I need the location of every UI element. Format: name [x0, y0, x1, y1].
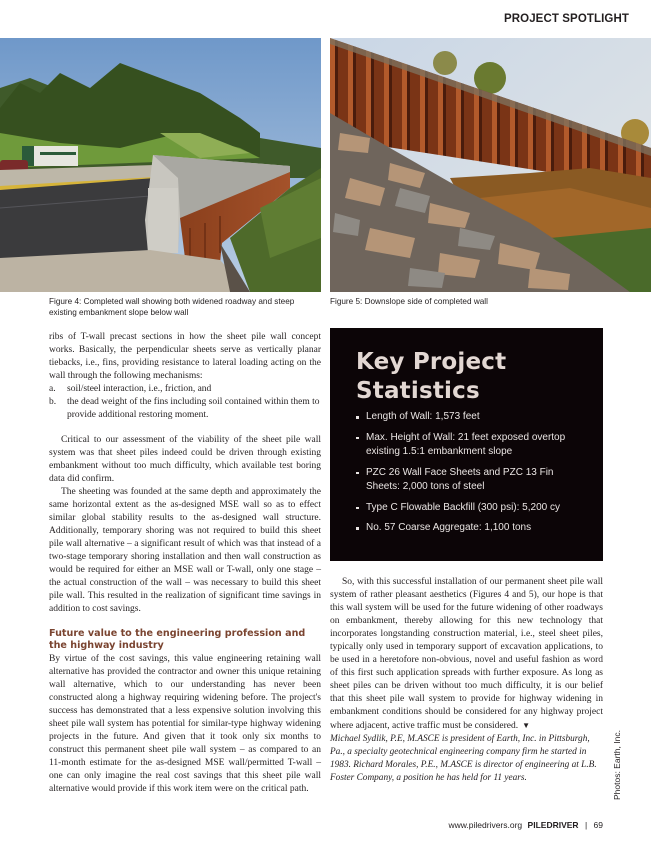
- stat-item: Length of Wall: 1,573 feet: [356, 410, 587, 425]
- subheading-future-value: Future value to the engineering profession and the highway industry: [49, 628, 306, 651]
- mechanism-text: the dead weight of the fins including soil contained within them to provide additional restoring moment.: [67, 397, 320, 420]
- left-column: [49, 331, 321, 796]
- mechanism-text: soil/steel interaction, i.e., friction, and: [67, 384, 212, 394]
- figure-4-caption: Figure 4: Completed wall showing both widened roadway and steep existing embankment slope below wall: [49, 297, 295, 317]
- mechanisms-list: [49, 383, 321, 422]
- stat-item: Max. Height of Wall: 21 feet exposed overtop existing 1.5:1 embankment slope: [356, 431, 587, 460]
- paragraph-conclusion: [330, 576, 603, 733]
- stats-title: Key Project Statistics: [356, 349, 507, 404]
- key-project-statistics-box: [330, 328, 603, 561]
- page-number: 69: [593, 820, 603, 830]
- section-label: PROJECT SPOTLIGHT: [503, 13, 629, 25]
- intro-paragraph: ribs of T-wall precast sections in how the sheet pile wall concept works. Basically, the perpendicular sheets serve as vertically planar tiebacks, i.e., fins, providing resistance to lateral loading acting on the wall through the following mechanisms:: [49, 332, 321, 381]
- paragraph-cost-savings: By virtue of the cost savings, this value engineering retaining wall alternative has provided the contractor and owner this unique retaining wall alternative, which to our understanding has never been constructed along a highway requiring widening before. The project's success has demonstrated that a less expensive solution involving this sheet pile wall system has potential for similar-type highway widening projects in the future. And given that it took only six months to construct this permanent sheet pile wall system – as compared to an 11-month estimate for the as-designed MSE wall/permitted T-wall – one can only imagine the real cost savings that this sheet pile wall alternative would provide if this work item were on the critical path.: [49, 654, 321, 794]
- page-footer: [448, 820, 603, 830]
- right-column: [330, 576, 603, 785]
- footer-publication: PILEDRIVER: [527, 820, 579, 830]
- stats-list: [356, 410, 587, 536]
- list-marker: a.: [49, 384, 56, 394]
- mechanism-item: [49, 383, 321, 396]
- stat-item: Type C Flowable Backfill (300 psi): 5,200 cy: [356, 501, 587, 516]
- stat-item: PZC 26 Wall Face Sheets and PZC 13 Fin Sheets: 2,000 tons of steel: [356, 466, 587, 495]
- footer-website: www.piledrivers.org: [448, 820, 523, 830]
- footer-separator: |: [584, 820, 588, 830]
- figure-4-photo: [0, 38, 321, 292]
- figure-5-caption: Figure 5: Downslope side of completed wall: [330, 297, 488, 306]
- author-bio: Michael Sydlik, P.E, M.ASCE is president of Earth, Inc. in Pittsburgh, Pa., a specialty geotechnical engineering company firm he started in 1983. Richard Morales, P.E., M.ASCE is director of engineering at L.B. Foster Company, a position he has held for 11 years.: [330, 734, 597, 783]
- conclusion-text: So, with this successful installation of our permanent sheet pile wall system of rather pleasant aesthetics (Figures 4 and 5), our hope is that this wall system will be used for the future widening of other roadways on embankment, thereby allowing for this new technology that incorporates longstanding construction material, i.e., steel sheet piles, typically only used in temporary support of excavation applications, to be used in a heretofore non-obvious, novel and useful fashion as word of this first such application spreads with further exposure. As long as sheet piles can be driven without too much difficulty, it is our belief that this sheet pile wall system to provide for highway widening in embankment conditions should be considered for any highway project where adjacent, active traffic must be considered.: [330, 577, 603, 731]
- mechanism-item: [49, 396, 321, 422]
- paragraph-viability: Critical to our assessment of the viability of the sheet pile wall system was that sheet piles indeed could be driven through existing embankment without too much difficulty, which available test boring data did confirm.: [49, 435, 321, 484]
- figure-5-photo: [330, 38, 651, 292]
- photo-credit: Photos: Earth, Inc.: [612, 730, 622, 800]
- end-of-article-icon: ▼: [522, 721, 531, 730]
- highway-wall-image: [0, 38, 321, 292]
- list-marker: b.: [49, 397, 57, 407]
- paragraph-sheeting: The sheeting was founded at the same depth and approximately the same horizontal extent as the as-designed MSE wall so as to effect similar global stability results to the as-designed wall structure. Additionally, temporary shoring was not required to build this sheet pile wall alternative – a significant result of which was that instead of a two-stage temporary shoring installation and then wall construction as would be required for either an MSE wall or T-wall, only one stage – the actual construction of the wall – was necessary to build this sheet pile wall. This resulted in the realization of significant time savings in addition to cost savings.: [49, 487, 321, 614]
- sheet-pile-wall-image: [330, 38, 651, 292]
- stat-item: No. 57 Coarse Aggregate: 1,100 tons: [356, 521, 587, 536]
